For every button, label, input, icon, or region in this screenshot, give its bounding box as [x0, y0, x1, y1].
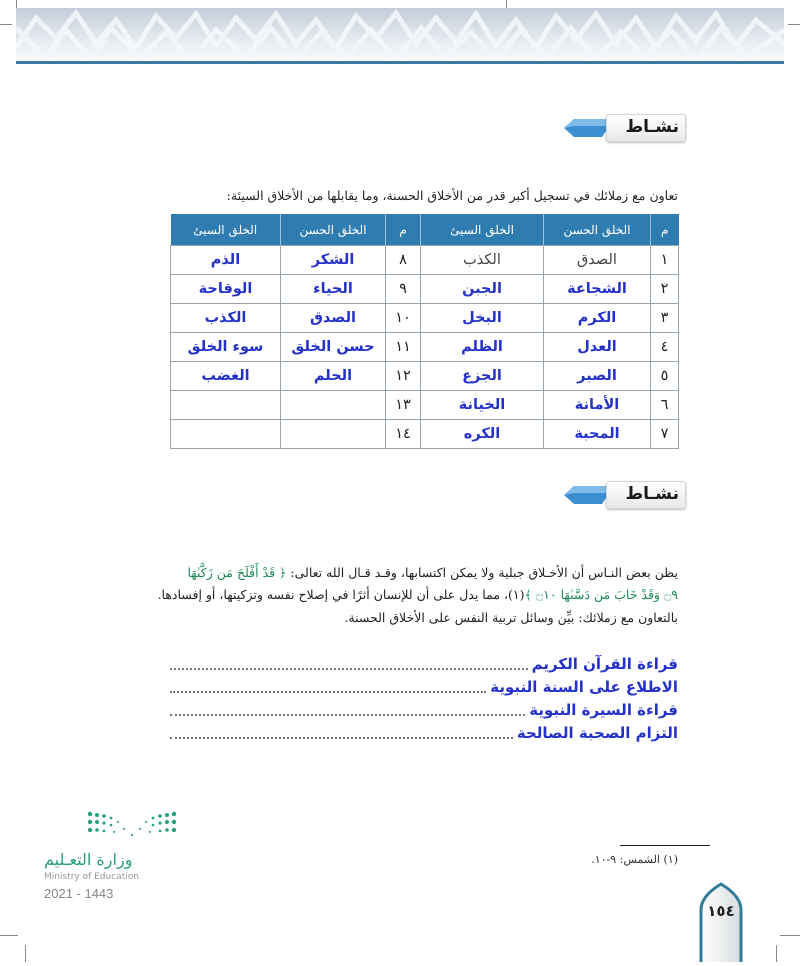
morals-table	[170, 214, 679, 449]
row-number: ١١	[386, 333, 421, 362]
activity-badge	[562, 114, 686, 142]
badge-box	[606, 114, 686, 142]
table-header-row	[171, 214, 679, 246]
paragraph-line: بالتعاون مع زملائك: بيِّن وسائل تربية النفس على الأخلاق الحسنة.	[344, 610, 678, 625]
header-banner	[16, 8, 784, 62]
row-number: ١٣	[386, 391, 421, 420]
column-header: الخلق الحسن	[544, 214, 651, 246]
page-number-frame-icon	[698, 880, 744, 962]
answer-line	[170, 698, 678, 721]
bad-trait-cell: سوء الخلق	[171, 333, 281, 362]
paragraph-text: يظن بعض النـاس أن الأخـلاق جبلية ولا يمكن اكتسابها، وقـد قـال الله تعالى:	[286, 565, 678, 580]
table-row	[171, 420, 679, 449]
bad-trait-cell: الظلم	[421, 333, 544, 362]
activity-badge	[562, 481, 686, 509]
dotted-line	[170, 727, 513, 739]
bad-trait-cell: البخل	[421, 304, 544, 333]
good-trait-cell: الصدق	[544, 246, 651, 275]
quran-verse: ۝٩ وَقَدْ خَابَ مَن دَسَّىٰهَا ۝١٠ ﴾	[524, 587, 678, 602]
good-trait-cell	[281, 391, 386, 420]
page-number: ١٥٤	[707, 902, 735, 920]
bad-trait-cell: الجبن	[421, 275, 544, 304]
dotted-line	[170, 658, 528, 670]
bad-trait-cell: الذم	[171, 246, 281, 275]
good-trait-cell: الحلم	[281, 362, 386, 391]
badge-label: نشـاط	[625, 117, 679, 137]
paragraph-line	[187, 565, 678, 580]
row-number: ٦	[651, 391, 679, 420]
row-number: ٤	[651, 333, 679, 362]
column-header: الخلق السيئ	[421, 214, 544, 246]
row-number: ٥	[651, 362, 679, 391]
column-header: م	[386, 214, 421, 246]
quran-verse: ﴿ قَدْ أَفْلَحَ مَن زَكَّىٰهَا	[187, 565, 287, 580]
good-trait-cell	[281, 420, 386, 449]
row-number: ١٤	[386, 420, 421, 449]
ministry-name-arabic: وزارة التعـليم	[44, 850, 133, 869]
geometric-pattern	[16, 8, 784, 62]
answer-line	[170, 675, 678, 698]
row-number: ١٢	[386, 362, 421, 391]
answer-text: قراءة القرآن الكريم	[531, 654, 678, 673]
header-rule	[16, 61, 784, 64]
bad-trait-cell: الكره	[421, 420, 544, 449]
table-row	[171, 275, 679, 304]
good-trait-cell: حسن الخلق	[281, 333, 386, 362]
row-number: ٨	[386, 246, 421, 275]
table-row	[171, 333, 679, 362]
column-header: م	[651, 214, 679, 246]
table-row	[171, 304, 679, 333]
answer-line	[170, 652, 678, 675]
good-trait-cell: الشجاعة	[544, 275, 651, 304]
paragraph-text: (١)، مما يدل على أن للإنسان أثرًا في إصلاح نفسه وتزكيتها، أو إفسادها.	[157, 587, 525, 602]
good-trait-cell: المحبة	[544, 420, 651, 449]
bad-trait-cell: الكذب	[171, 304, 281, 333]
crop-mark	[0, 24, 12, 25]
page-number-badge	[698, 880, 744, 962]
row-number: ٩	[386, 275, 421, 304]
dotted-line	[170, 681, 486, 693]
row-number: ٣	[651, 304, 679, 333]
answer-text: الاطلاع على السنة النبوية	[490, 677, 678, 696]
good-trait-cell: الصبر	[544, 362, 651, 391]
bad-trait-cell: الخيانة	[421, 391, 544, 420]
row-number: ١٠	[386, 304, 421, 333]
ministry-year: 2021 - 1443	[44, 886, 114, 901]
crop-mark	[25, 945, 26, 962]
crop-mark	[0, 935, 18, 936]
bad-trait-cell: الغضب	[171, 362, 281, 391]
good-trait-cell: الشكر	[281, 246, 386, 275]
bad-trait-cell	[171, 391, 281, 420]
badge-label: نشـاط	[625, 484, 679, 504]
good-trait-cell: الصدق	[281, 304, 386, 333]
footnote: (١) الشمس: ٩-١٠.	[591, 853, 678, 866]
column-header: الخلق الحسن	[281, 214, 386, 246]
bad-trait-cell	[171, 420, 281, 449]
bad-trait-cell: الوقاحة	[171, 275, 281, 304]
answer-text: قراءة السيرة النبوية	[529, 700, 678, 719]
table-row	[171, 391, 679, 420]
crop-mark	[788, 24, 800, 25]
good-trait-cell: الأمانة	[544, 391, 651, 420]
crop-mark	[780, 935, 800, 936]
row-number: ١	[651, 246, 679, 275]
paragraph-line	[158, 587, 678, 602]
table-row	[171, 246, 679, 275]
good-trait-cell: الكرم	[544, 304, 651, 333]
bad-trait-cell: الكذب	[421, 246, 544, 275]
answer-line	[170, 721, 678, 744]
row-number: ٢	[651, 275, 679, 304]
badge-box	[606, 481, 686, 509]
column-header: الخلق السيئ	[171, 214, 281, 246]
good-trait-cell: الحياء	[281, 275, 386, 304]
dotted-line	[170, 704, 525, 716]
activity-instruction: تعاون مع زملائك في تسجيل أكبر قدر من الأخلاق الحسنة، وما يقابلها من الأخلاق السيئة:	[226, 188, 678, 203]
crop-mark	[776, 945, 777, 962]
good-trait-cell: العدل	[544, 333, 651, 362]
row-number: ٧	[651, 420, 679, 449]
ministry-name-english: Ministry of Education	[44, 872, 139, 882]
bad-trait-cell: الجزع	[421, 362, 544, 391]
table-row	[171, 362, 679, 391]
answer-text: التزام الصحبة الصالحة	[516, 723, 678, 742]
footnote-rule	[620, 845, 710, 846]
ministry-dots-icon	[86, 810, 178, 838]
answers-list	[170, 652, 678, 744]
